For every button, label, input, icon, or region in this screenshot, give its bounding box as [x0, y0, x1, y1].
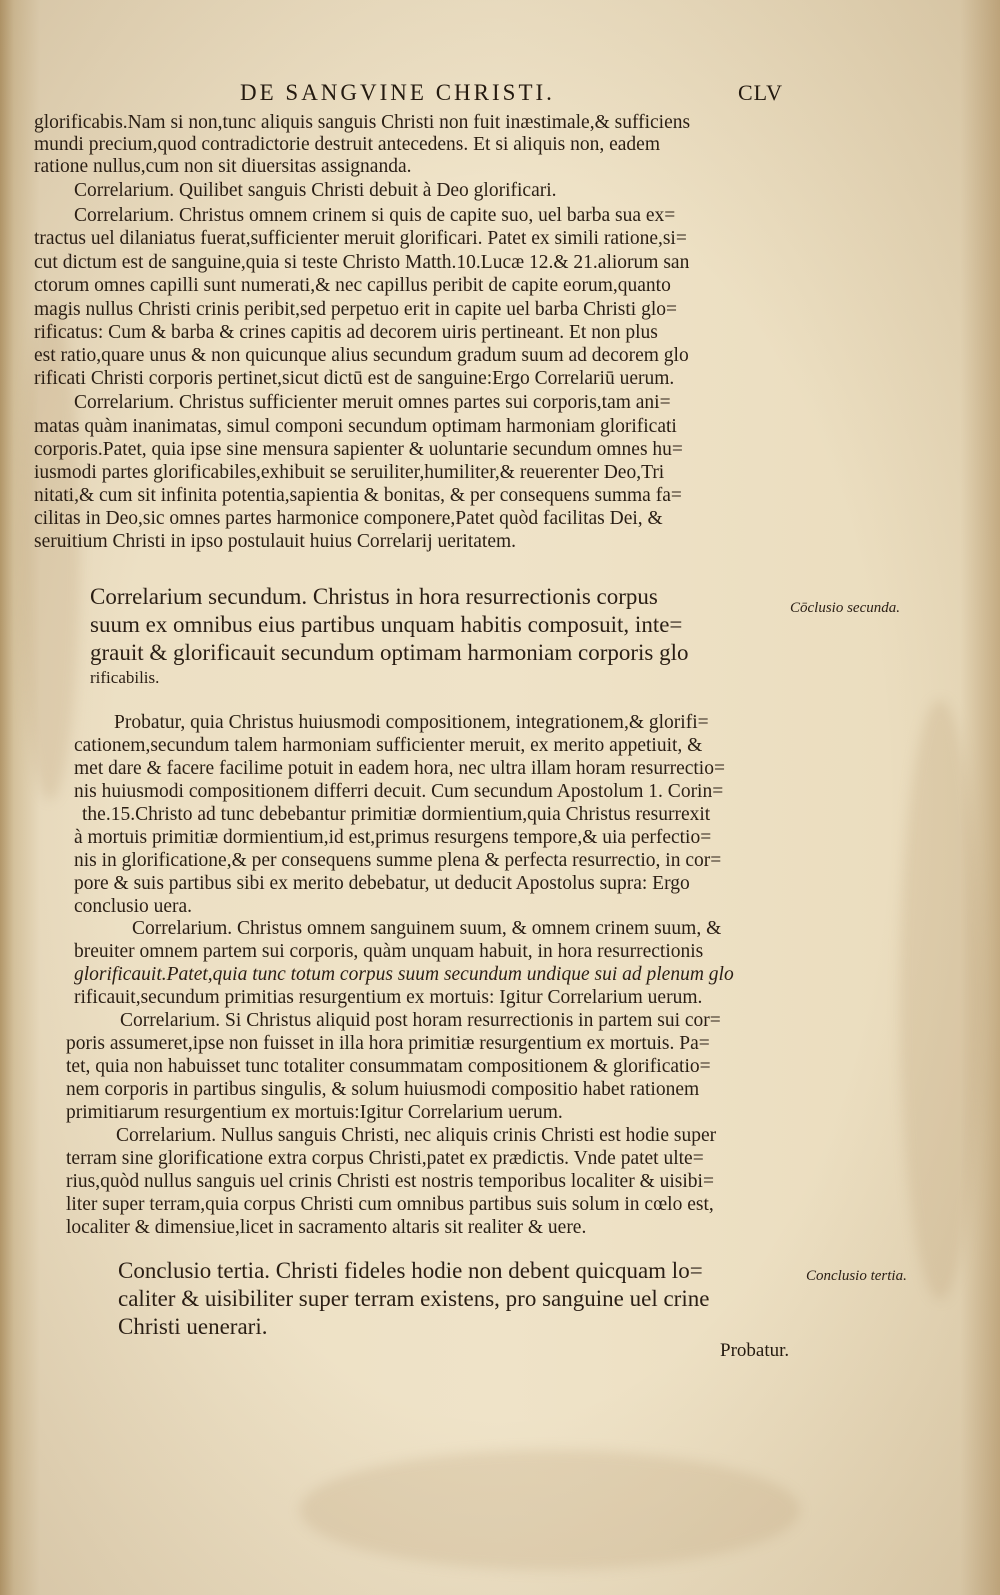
margin-note-conclusio-tertia: Conclusio tertia.: [806, 1268, 907, 1284]
text-block-probatur: [62, 712, 802, 1242]
catchword: Probatur.: [720, 1340, 790, 1361]
text-line: Correlarium. Si Christus aliquid post horam resurrectionis in partem sui cor=: [120, 1010, 721, 1031]
running-head: DE SANGVINE CHRISTI.: [240, 80, 555, 105]
conclusio-tertia-block: [118, 1258, 778, 1348]
text-line: cationem,secundum talem harmoniam sufficienter meruit, ex merito appetiuit, &: [74, 735, 703, 756]
text-line: rificabilis.: [90, 668, 160, 687]
text-line: liter super terram,quia corpus Christi cum omnibus partibus suis solum in cœlo est,: [66, 1194, 714, 1215]
text-line: pore & suis partibus sibi ex merito debebatur, ut deducit Apostolus supra: Ergo: [74, 873, 690, 894]
text-line: Correlarium secundum. Christus in hora resurrectionis corpus: [90, 584, 658, 609]
text-line: cut dictum est de sanguine,quia si teste Christo Matth.10.Lucæ 12.& 21.aliorum san: [34, 252, 690, 273]
text-line: nis in glorificatione,& per consequens summe plena & perfecta resurrectio, in cor=: [74, 850, 722, 871]
text-line: primitiarum resurgentium ex mortuis:Igitur Correlarium uerum.: [66, 1102, 563, 1123]
text-line: glorificabis.Nam si non,tunc aliquis sanguis Christi non fuit inæstimale,& sufficiens: [34, 112, 691, 133]
text-line: seruitium Christi in ipso postulauit huius Correlarij ueritatem.: [34, 531, 517, 552]
text-line: rificatus: Cum & barba & crines capitis ad decorem uiris pertineant. Et non plus: [34, 322, 658, 343]
text-line: Correlarium. Christus omnem crinem si quis de capite suo, uel barba sua ex=: [74, 205, 676, 226]
text-line: rificauit,secundum primitias resurgentium ex mortuis: Igitur Correlarium uerum.: [74, 987, 703, 1008]
text-line: Correlarium. Nullus sanguis Christi, nec aliquis crinis Christi est hodie super: [116, 1125, 717, 1146]
text-line: nem corporis in partibus singulis, & solum huiusmodi compositio habet rationem: [66, 1079, 700, 1100]
text-line: Correlarium. Christus sufficienter meruit omnes partes sui corporis,tam ani=: [74, 392, 671, 413]
text-line: nitati,& cum sit infinita potentia,sapientia & bonitas, & per consequens summa fa=: [34, 485, 682, 506]
text-line: rius,quòd nullus sanguis uel crinis Christi est nostris temporibus localiter & uisibi=: [66, 1171, 714, 1192]
text-line: localiter & dimensiue,licet in sacramento altaris sit realiter & uere.: [66, 1217, 587, 1238]
text-line: est ratio,quare unus & non quicunque alius secundum gradum suum ad decorem glo: [34, 345, 689, 366]
text-line: conclusio uera.: [74, 896, 193, 917]
text-line: magis nullus Christi crinis peribit,sed perpetuo erit in capite uel barba Christi glo=: [34, 299, 677, 320]
text-line: rificati Christi corporis pertinet,sicut dictū est de sanguine:Ergo Correlariū uerum.: [34, 368, 675, 389]
text-line: tet, quia non habuisset tunc totaliter consummatam compositionem & glorificatio=: [66, 1056, 711, 1077]
text-line: Correlarium. Quilibet sanguis Christi debuit à Deo glorificari.: [74, 180, 557, 201]
margin-note-conclusio-secunda: Cōclusio secunda.: [790, 600, 900, 616]
text-line: met dare & facere facilime potuit in eadem hora, nec ultra illam horam resurrectio=: [74, 758, 725, 779]
folio-number: CLV: [738, 80, 783, 105]
text-line: Correlarium. Christus omnem sanguinem suum, & omnem crinem suum, &: [132, 918, 722, 939]
text-line: poris assumeret,ipse non fuisset in illa hora primitiæ resurgentium ex mortuis. Pa=: [66, 1033, 710, 1054]
text-line: à mortuis primitiæ dormientium,id est,primus resurgens tempore,& uia perfectio=: [74, 827, 712, 848]
text-line: glorificauit.Patet,quia tunc totum corpus suum secundum undique sui ad plenum glo: [74, 964, 734, 985]
text-line: corporis.Patet, quia ipse sine mensura sapienter & uoluntarie secundum omnes hu=: [34, 439, 683, 460]
text-line: Christi uenerari.: [118, 1314, 268, 1339]
text-line: ratione nullus,cum non sit diuersitas assignanda.: [34, 156, 412, 177]
text-line: the.15.Christo ad tunc debebantur primitiæ dormientium,quia Christus resurrexit: [82, 804, 711, 825]
text-line: Conclusio tertia. Christi fideles hodie non debent quicquam lo=: [118, 1258, 703, 1283]
conclusio-secunda-block: [90, 584, 780, 694]
text-line: ctorum omnes capilli sunt numerati,& nec capillus peribit de capite eorum,quanto: [34, 275, 671, 296]
text-line: mundi precium,quod contradictorie destruit antecedens. Et si aliquis non, eadem: [34, 134, 660, 155]
text-line: Probatur, quia Christus huiusmodi compositionem, integrationem,& glorifi=: [114, 712, 709, 733]
text-line: suum ex omnibus eius partibus unquam habitis composuit, inte=: [90, 612, 683, 637]
text-block-correlaria-1: [34, 112, 774, 552]
text-line: breuiter omnem partem sui corporis, quàm unquam habuit, in hora resurrectionis: [74, 941, 704, 962]
text-line: matas quàm inanimatas, simul componi secundum optimam harmoniam glorificati: [34, 416, 677, 437]
text-line: caliter & uisibiliter super terram existens, pro sanguine uel crine: [118, 1286, 710, 1311]
text-line: cilitas in Deo,sic omnes partes harmonice componere,Patet quòd facilitas Dei, &: [34, 508, 663, 529]
text-line: iusmodi partes glorificabiles,exhibuit se seruiliter,humiliter,& reuerenter Deo,Tri: [34, 462, 665, 483]
text-line: terram sine glorificatione extra corpus Christi,patet ex prædictis. Vnde patet ulte=: [66, 1148, 704, 1169]
text-line: tractus uel dilaniatus fuerat,sufficienter meruit glorificari. Patet ex simili ratione,si=: [34, 228, 687, 249]
text-line: nis huiusmodi compositionem differri decuit. Cum secundum Apostolum 1. Corin=: [74, 781, 724, 802]
page-header: [0, 80, 1000, 110]
text-line: grauit & glorificauit secundum optimam harmoniam corporis glo: [90, 640, 689, 665]
